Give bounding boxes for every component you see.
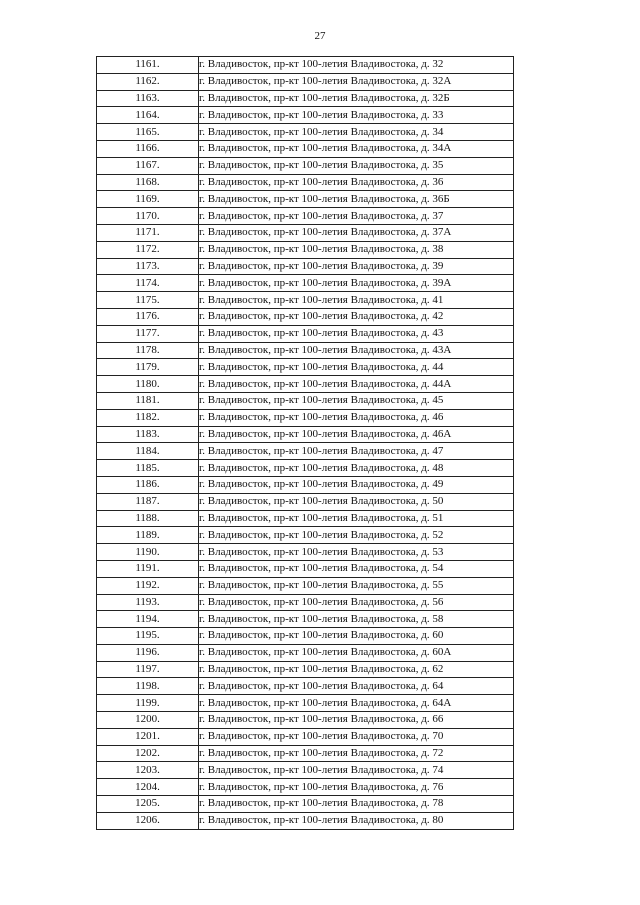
address-cell: г. Владивосток, пр-кт 100-летия Владивостока, д. 39А [199,275,514,292]
table-row [97,695,514,712]
table-row [97,124,514,141]
address-cell: г. Владивосток, пр-кт 100-летия Владивостока, д. 53 [199,544,514,561]
table-row [97,476,514,493]
row-number: 1176. [97,308,199,325]
table-row [97,661,514,678]
table-row [97,392,514,409]
table-row [97,376,514,393]
row-number: 1184. [97,443,199,460]
row-number: 1195. [97,628,199,645]
table-row [97,745,514,762]
row-number: 1168. [97,174,199,191]
row-number: 1200. [97,712,199,729]
address-cell: г. Владивосток, пр-кт 100-летия Владивостока, д. 41 [199,292,514,309]
address-cell: г. Владивосток, пр-кт 100-летия Владивостока, д. 32Б [199,90,514,107]
address-cell: г. Владивосток, пр-кт 100-летия Владивостока, д. 70 [199,728,514,745]
row-number: 1199. [97,695,199,712]
address-cell: г. Владивосток, пр-кт 100-летия Владивостока, д. 33 [199,107,514,124]
table-row [97,510,514,527]
row-number: 1177. [97,325,199,342]
table-row [97,342,514,359]
table-row [97,90,514,107]
row-number: 1174. [97,275,199,292]
row-number: 1191. [97,560,199,577]
row-number: 1188. [97,510,199,527]
address-cell: г. Владивосток, пр-кт 100-летия Владивостока, д. 64А [199,695,514,712]
row-number: 1173. [97,258,199,275]
table-row [97,191,514,208]
address-cell: г. Владивосток, пр-кт 100-летия Владивостока, д. 43 [199,325,514,342]
address-cell: г. Владивосток, пр-кт 100-летия Владивостока, д. 44А [199,376,514,393]
row-number: 1193. [97,594,199,611]
table-row [97,275,514,292]
address-cell: г. Владивосток, пр-кт 100-летия Владивостока, д. 52 [199,527,514,544]
address-cell: г. Владивосток, пр-кт 100-летия Владивостока, д. 55 [199,577,514,594]
row-number: 1169. [97,191,199,208]
table-row [97,762,514,779]
row-number: 1183. [97,426,199,443]
row-number: 1206. [97,812,199,829]
table-row [97,224,514,241]
table-row [97,527,514,544]
table-row [97,611,514,628]
address-cell: г. Владивосток, пр-кт 100-летия Владивостока, д. 51 [199,510,514,527]
table-row [97,292,514,309]
row-number: 1181. [97,392,199,409]
address-cell: г. Владивосток, пр-кт 100-летия Владивостока, д. 46А [199,426,514,443]
table-row [97,107,514,124]
address-cell: г. Владивосток, пр-кт 100-летия Владивостока, д. 62 [199,661,514,678]
address-cell: г. Владивосток, пр-кт 100-летия Владивостока, д. 39 [199,258,514,275]
address-cell: г. Владивосток, пр-кт 100-летия Владивостока, д. 47 [199,443,514,460]
row-number: 1205. [97,796,199,813]
row-number: 1202. [97,745,199,762]
table-row [97,460,514,477]
table-row [97,712,514,729]
address-cell: г. Владивосток, пр-кт 100-летия Владивостока, д. 34А [199,140,514,157]
address-cell: г. Владивосток, пр-кт 100-летия Владивостока, д. 45 [199,392,514,409]
address-cell: г. Владивосток, пр-кт 100-летия Владивостока, д. 35 [199,157,514,174]
table-row [97,308,514,325]
address-cell: г. Владивосток, пр-кт 100-летия Владивостока, д. 50 [199,493,514,510]
table-row [97,544,514,561]
table-row [97,359,514,376]
row-number: 1186. [97,476,199,493]
row-number: 1171. [97,224,199,241]
address-cell: г. Владивосток, пр-кт 100-летия Владивостока, д. 46 [199,409,514,426]
table-row [97,728,514,745]
table-row [97,73,514,90]
address-cell: г. Владивосток, пр-кт 100-летия Владивостока, д. 54 [199,560,514,577]
address-cell: г. Владивосток, пр-кт 100-летия Владивостока, д. 64 [199,678,514,695]
table-row [97,644,514,661]
table-row [97,779,514,796]
address-cell: г. Владивосток, пр-кт 100-летия Владивостока, д. 78 [199,796,514,813]
table-row [97,409,514,426]
address-cell: г. Владивосток, пр-кт 100-летия Владивостока, д. 34 [199,124,514,141]
table-row [97,174,514,191]
row-number: 1204. [97,779,199,796]
row-number: 1162. [97,73,199,90]
row-number: 1161. [97,57,199,74]
address-cell: г. Владивосток, пр-кт 100-летия Владивостока, д. 44 [199,359,514,376]
address-cell: г. Владивосток, пр-кт 100-летия Владивостока, д. 37А [199,224,514,241]
row-number: 1185. [97,460,199,477]
table-row [97,678,514,695]
address-cell: г. Владивосток, пр-кт 100-летия Владивостока, д. 72 [199,745,514,762]
address-cell: г. Владивосток, пр-кт 100-летия Владивостока, д. 66 [199,712,514,729]
row-number: 1194. [97,611,199,628]
row-number: 1179. [97,359,199,376]
table-row [97,426,514,443]
address-cell: г. Владивосток, пр-кт 100-летия Владивостока, д. 74 [199,762,514,779]
table-row [97,812,514,829]
table-row [97,325,514,342]
table-row [97,241,514,258]
row-number: 1198. [97,678,199,695]
table-row [97,157,514,174]
row-number: 1182. [97,409,199,426]
table-row [97,493,514,510]
address-cell: г. Владивосток, пр-кт 100-летия Владивостока, д. 58 [199,611,514,628]
address-cell: г. Владивосток, пр-кт 100-летия Владивостока, д. 38 [199,241,514,258]
row-number: 1196. [97,644,199,661]
row-number: 1201. [97,728,199,745]
row-number: 1178. [97,342,199,359]
address-cell: г. Владивосток, пр-кт 100-летия Владивостока, д. 80 [199,812,514,829]
table-row [97,577,514,594]
table-row [97,443,514,460]
address-cell: г. Владивосток, пр-кт 100-летия Владивостока, д. 42 [199,308,514,325]
address-cell: г. Владивосток, пр-кт 100-летия Владивостока, д. 56 [199,594,514,611]
address-table-body [97,57,514,830]
address-cell: г. Владивосток, пр-кт 100-летия Владивостока, д. 43А [199,342,514,359]
row-number: 1197. [97,661,199,678]
row-number: 1175. [97,292,199,309]
row-number: 1180. [97,376,199,393]
table-row [97,594,514,611]
row-number: 1164. [97,107,199,124]
row-number: 1190. [97,544,199,561]
table-row [97,560,514,577]
row-number: 1165. [97,124,199,141]
page-number: 27 [314,30,326,42]
table-row [97,796,514,813]
address-cell: г. Владивосток, пр-кт 100-летия Владивостока, д. 48 [199,460,514,477]
row-number: 1187. [97,493,199,510]
table-row [97,258,514,275]
address-cell: г. Владивосток, пр-кт 100-летия Владивостока, д. 36 [199,174,514,191]
table-row [97,628,514,645]
address-cell: г. Владивосток, пр-кт 100-летия Владивостока, д. 32 [199,57,514,74]
row-number: 1189. [97,527,199,544]
row-number: 1166. [97,140,199,157]
address-cell: г. Владивосток, пр-кт 100-летия Владивостока, д. 37 [199,208,514,225]
row-number: 1163. [97,90,199,107]
table-row [97,57,514,74]
table-row [97,208,514,225]
address-cell: г. Владивосток, пр-кт 100-летия Владивостока, д. 32А [199,73,514,90]
row-number: 1172. [97,241,199,258]
row-number: 1203. [97,762,199,779]
row-number: 1192. [97,577,199,594]
row-number: 1170. [97,208,199,225]
address-cell: г. Владивосток, пр-кт 100-летия Владивостока, д. 60А [199,644,514,661]
address-cell: г. Владивосток, пр-кт 100-летия Владивостока, д. 36Б [199,191,514,208]
address-table [96,56,514,830]
address-cell: г. Владивосток, пр-кт 100-летия Владивостока, д. 60 [199,628,514,645]
table-row [97,140,514,157]
address-cell: г. Владивосток, пр-кт 100-летия Владивостока, д. 49 [199,476,514,493]
row-number: 1167. [97,157,199,174]
address-cell: г. Владивосток, пр-кт 100-летия Владивостока, д. 76 [199,779,514,796]
